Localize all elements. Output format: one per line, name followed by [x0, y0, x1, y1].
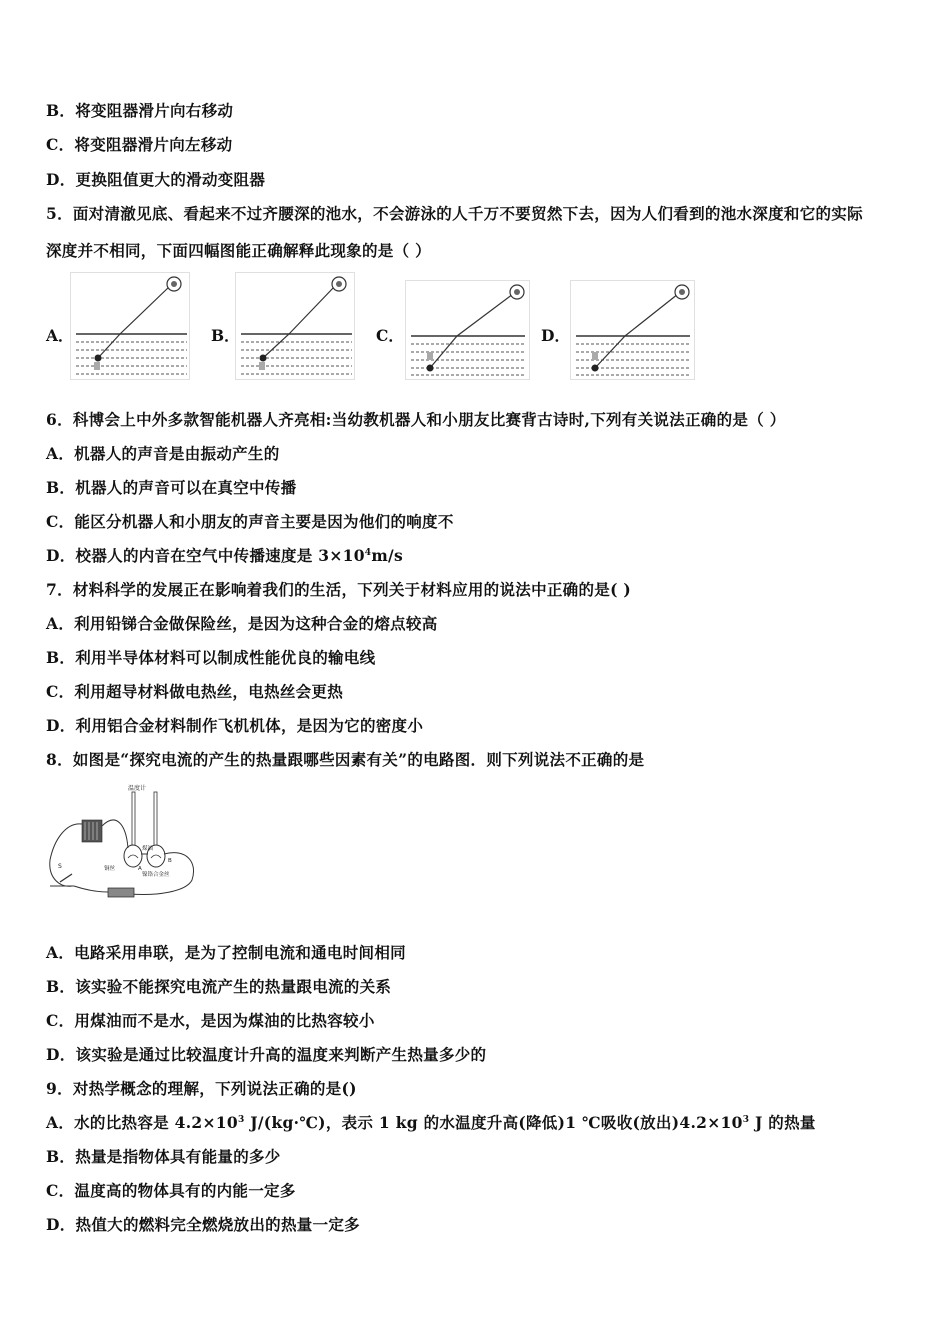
q5-stem-line2: 深度并不相同，下面四幅图能正确解释此现象的是（ ）	[46, 241, 431, 260]
q8-option-d: D．该实验是通过比较温度计升高的温度来判断产生热量多少的	[46, 1045, 487, 1064]
q9-option-a: A．水的比热容是 $4.2\times 10^3$ J/(kg·℃)，表示 1 kg 的水温度升高(降低)1 ℃吸收(放出)$4.2\times 10^3$ J 的热量	[46, 1113, 816, 1132]
q8-label-b: B	[168, 858, 172, 864]
q8-label-a: A	[138, 866, 142, 872]
q8-stem: 8．如图是“探究电流的产生的热量跟哪些因素有关”的电路图．则下列说法不正确的是	[46, 750, 645, 769]
q6-option-d: D．校器人的内音在空气中传播速度是 $3\times 10^4m/s$	[46, 546, 404, 565]
q9-option-d: D．热值大的燃料完全燃烧放出的热量一定多	[46, 1215, 360, 1234]
q6-stem: 6．科博会上中外多款智能机器人齐亮相:当幼教机器人和小朋友比赛背古诗时,下列有关说法正确的是（ ）	[46, 410, 786, 429]
q5-figure-b-label: B．	[211, 326, 240, 345]
q5-figure-b	[235, 272, 355, 380]
q8-label-s: S	[58, 863, 62, 870]
q6-option-b: B．机器人的声音可以在真空中传播	[46, 478, 297, 497]
q9-option-b: B．热量是指物体具有能量的多少	[46, 1147, 281, 1166]
q8-option-b: B．该实验不能探究电流产生的热量跟电流的关系	[46, 977, 392, 996]
q8-label-thermometer: 温度计	[128, 785, 147, 792]
q7-option-c: C．利用超导材料做电热丝，电热丝会更热	[46, 682, 344, 701]
q7-stem: 7．材料科学的发展正在影响着我们的生活，下列关于材料应用的说法中正确的是( )	[46, 580, 632, 599]
q7-option-a: A．利用铅锑合金做保险丝，是因为这种合金的熔点较高	[46, 614, 438, 633]
q5-stem-line1: 5．面对清澈见底、看起来不过齐腰深的池水，不会游泳的人千万不要贸然下去，因为人们看到的池水深度和它的实际	[46, 204, 863, 223]
q4-option-d: D．更换阻值更大的滑动变阻器	[46, 170, 266, 189]
q8-option-a: A．电路采用串联，是为了控制电流和通电时间相同	[46, 943, 406, 962]
q5-figure-a-label: A．	[46, 326, 74, 345]
q5-figure-a	[70, 272, 190, 380]
q8-label-nichrome: 镍铬合金丝	[142, 872, 170, 878]
q6-option-a: A．机器人的声音是由振动产生的	[46, 444, 280, 463]
q9-option-c: C．温度高的物体具有的内能一定多	[46, 1181, 296, 1200]
q5-figure-d	[570, 280, 695, 380]
q5-figure-c-label: C．	[376, 326, 404, 345]
q8-circuit-diagram	[46, 782, 216, 910]
q5-figure-c	[405, 280, 530, 380]
q7-option-d: D．利用铝合金材料制作飞机机体，是因为它的密度小	[46, 716, 424, 735]
q4-option-b: B．将变阻器滑片向右移动	[46, 101, 234, 120]
q5-figure-d-label: D．	[541, 326, 570, 345]
q6-option-c: C．能区分机器人和小朋友的声音主要是因为他们的响度不	[46, 512, 454, 531]
q8-label-copper: 铜丝	[104, 866, 116, 872]
q8-label-kerosene: 煤油	[142, 846, 154, 852]
q9-stem: 9．对热学概念的理解，下列说法正确的是()	[46, 1079, 357, 1098]
q7-option-b: B．利用半导体材料可以制成性能优良的输电线	[46, 648, 376, 667]
q4-option-c: C．将变阻器滑片向左移动	[46, 135, 233, 154]
q8-option-c: C．用煤油而不是水，是因为煤油的比热容较小	[46, 1011, 375, 1030]
